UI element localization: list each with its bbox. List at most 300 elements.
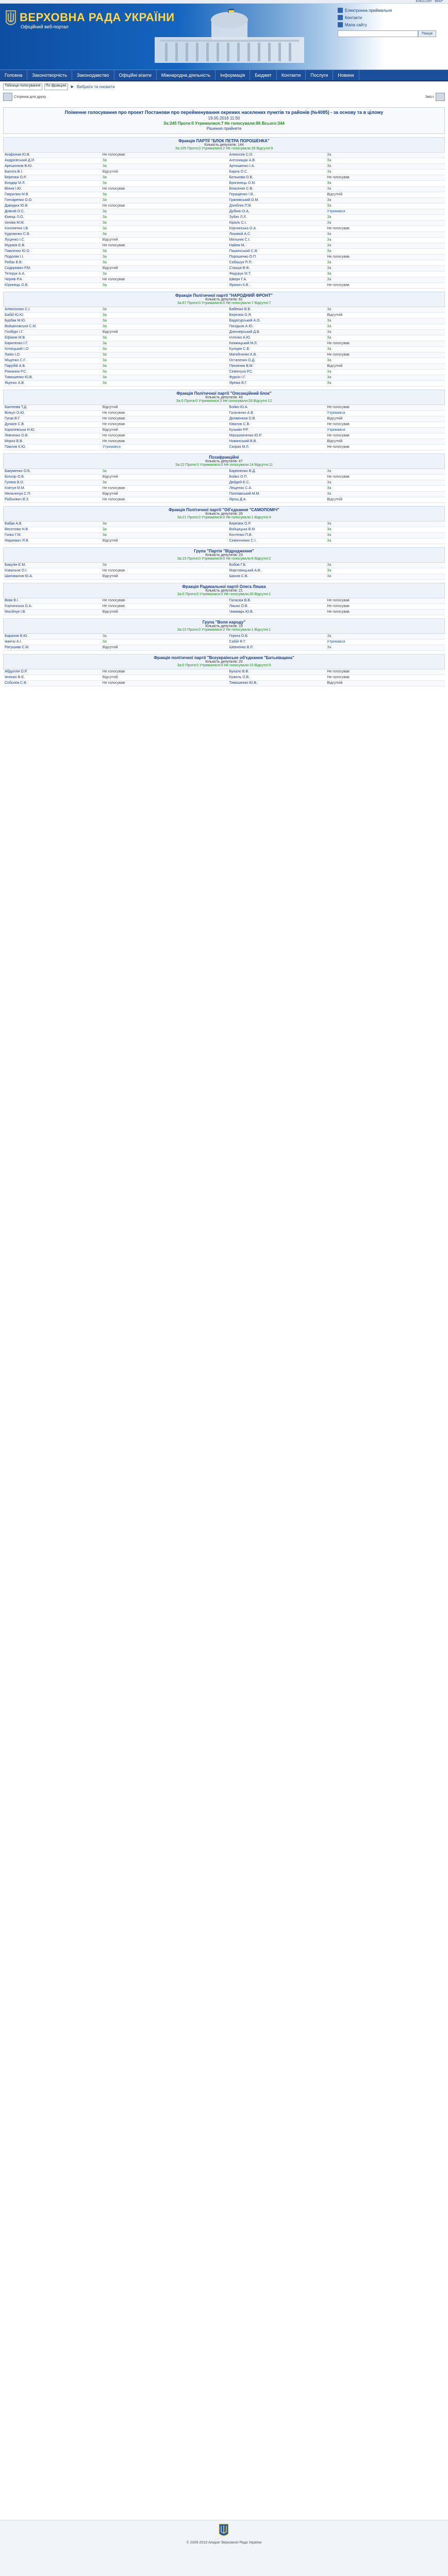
deputy-name[interactable]: Кужель О.В. [228, 675, 326, 681]
deputy-name[interactable]: Іванчо А.І. [3, 639, 101, 645]
column-spacer [220, 527, 227, 533]
deputy-vote: За [101, 158, 221, 164]
table-row [3, 486, 445, 492]
deputy-name[interactable]: Найєм М. [228, 243, 326, 249]
deputy-vote: Не голосував [101, 422, 221, 428]
deputy-name[interactable]: Бойко О.П. [228, 475, 326, 480]
column-spacer [220, 249, 227, 255]
deputy-vote: За [101, 563, 221, 568]
deputy-name[interactable]: Луценко І.С. [3, 238, 101, 243]
deputy-name[interactable]: Ратушняк С.М. [3, 645, 101, 651]
deputy-vote: За [325, 266, 445, 272]
deputy-name[interactable]: Бакуменко О.Б. [3, 469, 101, 475]
deputy-name[interactable]: Матейченко К.В. [228, 352, 326, 358]
deputy-name[interactable]: Гусак В.Г. [3, 416, 101, 422]
deputy-name[interactable]: Тимошенко Ю.В. [228, 681, 326, 686]
deputy-name[interactable]: Дейдей Є.С. [228, 480, 326, 486]
deputy-name[interactable]: Куніцин С.В. [228, 347, 326, 352]
deputy-vote: За [101, 341, 221, 347]
nav-item-budget[interactable]: Бюджет [250, 70, 277, 80]
factions-list [0, 137, 448, 686]
deputy-vote: Не голосував [101, 416, 221, 422]
column-spacer [220, 153, 227, 158]
faction-stats: За:15 Проти:0 Утрималися:0 Не голосували:6 Відсутні:2 [177, 557, 271, 561]
deputy-name[interactable]: Ківалов С.В. [228, 422, 326, 428]
deputy-vote: За [325, 480, 445, 486]
deputy-name[interactable]: Дзюблик П.В. [228, 204, 326, 209]
faction-name: Група "Партія "Відродження" [194, 549, 254, 553]
deputy-name[interactable]: Шаповалов Ю.А. [3, 574, 101, 580]
deputy-name[interactable]: Поплавський М.М. [228, 492, 326, 497]
deputy-name[interactable]: Кириленко І.Г. [3, 341, 101, 347]
table-row [3, 341, 445, 347]
deputy-vote: Відсутній [101, 538, 221, 544]
column-spacer [220, 492, 227, 497]
deputy-vote: За [101, 249, 221, 255]
deputy-name[interactable]: Тимошенко Ю.В. [3, 375, 101, 381]
deputy-name[interactable]: Рабінович В.З. [3, 497, 101, 503]
table-row [3, 416, 445, 422]
deputy-name[interactable]: Артюшенко І.А. [228, 164, 326, 170]
header [0, 4, 448, 70]
deputy-name[interactable]: Лапін І.О. [3, 352, 101, 358]
site-title[interactable]: ВЕРХОВНА РАДА УКРАЇНИ [20, 11, 175, 24]
deputy-name[interactable]: Бабак А.В. [3, 521, 101, 527]
deputy-name[interactable]: Фурсін І.Г. [228, 375, 326, 381]
table-row [3, 669, 445, 675]
deputy-name[interactable]: Семенуха Р.С. [228, 369, 326, 375]
table-row [3, 369, 445, 375]
deputy-name[interactable]: Долженков О.В. [228, 416, 326, 422]
column-spacer [220, 330, 227, 335]
deputy-vote: Не голосував [325, 610, 445, 615]
deputy-name[interactable]: Балога В.І. [3, 170, 101, 175]
nav-item-services[interactable]: Послуги [306, 70, 333, 80]
deputy-name[interactable]: Абдуллін О.Р. [3, 669, 101, 675]
deputy-name[interactable]: Дубінін О.А. [228, 209, 326, 215]
reception-link-label: Електронна приймальня [345, 8, 392, 13]
deputy-name[interactable]: Мартовицький А.В. [228, 568, 326, 574]
deputy-name[interactable]: Корчинська О.А. [228, 226, 326, 232]
deputy-vote: За [101, 533, 221, 538]
deputy-vote: Не голосував [101, 277, 221, 283]
deputy-name[interactable]: Сташук В.Ф. [228, 266, 326, 272]
deputy-vote: За [101, 521, 221, 527]
deputy-name[interactable]: Чижмарь Ю.В. [228, 610, 326, 615]
deputy-name[interactable]: Барвіненко В.Д. [228, 469, 326, 475]
deputy-name[interactable]: Геращенко І.В. [228, 192, 326, 198]
deputy-vote: Відсутній [325, 192, 445, 198]
faction-header [3, 292, 445, 307]
deputy-name[interactable]: Кузьмін Р.Р. [228, 428, 326, 433]
deputy-name[interactable]: Єфімов М.В. [3, 335, 101, 341]
deputy-name[interactable]: Лещенко С.А. [228, 486, 326, 492]
deputy-name[interactable]: Бабій Ю.Ю. [3, 313, 101, 318]
faction-stats: За:67 Проти:0 Утрималися:0 Не голосували:7 Відсутні:7 [177, 301, 271, 305]
table-row [3, 277, 445, 283]
deputy-name[interactable]: Гуляєв В.О. [3, 480, 101, 486]
faction-name: Фракція Політичної партії "Опозиційний блок" [176, 391, 272, 396]
deputy-vote: Не голосував [101, 433, 221, 439]
column-spacer [220, 347, 227, 352]
nav-item-news[interactable]: Новини [333, 70, 359, 80]
grouping-select[interactable]: По фракціях [44, 83, 68, 90]
nav-item-international[interactable]: Міжнародна діяльність [157, 70, 215, 80]
deputy-vote: За [325, 469, 445, 475]
reception-link[interactable] [338, 7, 443, 14]
table-row [3, 283, 445, 289]
vote-date: 19.05.2016 11:50 [208, 116, 240, 121]
column-spacer [220, 324, 227, 330]
deputy-name[interactable]: Сидорович Р.М. [3, 266, 101, 272]
deputy-name[interactable]: Герега О.В. [228, 634, 326, 639]
deputy-name[interactable]: Гінзбург І.Г. [3, 330, 101, 335]
envelope-icon [338, 8, 343, 13]
deputy-vote: За [101, 260, 221, 266]
deputy-name[interactable]: Лозовой А.С. [228, 232, 326, 238]
deputy-name[interactable]: Гальченко А.В. [228, 411, 326, 416]
deputy-name[interactable]: Яринич К.В. [228, 283, 326, 289]
faction-header [3, 618, 445, 634]
faction-count: Кількість депутатів: 81 [205, 298, 243, 301]
deputy-vote: Відсутній [325, 681, 445, 686]
deputy-vote: За [101, 255, 221, 260]
deputy-name[interactable]: Тетерук А.А. [3, 272, 101, 277]
deputy-name[interactable]: Барна О.С. [228, 170, 326, 175]
deputy-name[interactable]: Гаврилюк М.В. [3, 192, 101, 198]
deputy-vote: За [101, 283, 221, 289]
deputy-name[interactable]: Бригинець О.М. [228, 181, 326, 187]
column-spacer [220, 352, 227, 358]
table-row [3, 266, 445, 272]
table-row [3, 181, 445, 187]
deputy-name[interactable]: Сабашук П.П. [228, 260, 326, 266]
faction-stats: За:21 Проти:0 Утрималися:0 Не голосували:1 Відсутні:4 [177, 516, 271, 519]
deputy-vote: Не голосував [325, 175, 445, 181]
site-subtitle: Офіційний веб-портал [21, 24, 69, 29]
faction-header [3, 547, 445, 563]
deputy-name[interactable]: Павленко Ю.О. [3, 249, 101, 255]
deputy-name[interactable]: Вілкул О.Ю. [3, 411, 101, 416]
vote-title-box [3, 107, 445, 134]
deputy-name[interactable]: Білозір О.В. [3, 475, 101, 480]
deputy-name[interactable]: Дзензерський Д.В. [228, 330, 326, 335]
faction-count: Кількість депутатів: 43 [205, 396, 243, 399]
deputy-name[interactable]: Гвоздьов А.Ю. [228, 324, 326, 330]
deputy-vote: За [101, 480, 221, 486]
column-spacer [220, 215, 227, 221]
deputy-name[interactable]: Міщенко С.Г. [3, 358, 101, 364]
table-row [3, 639, 445, 645]
deputy-name[interactable]: Пашинський С.В. [228, 249, 326, 255]
deputy-name[interactable]: Скорик М.Л. [228, 445, 326, 450]
faction-count: Кількість депутатів: 21 [205, 589, 243, 593]
deputy-name[interactable]: Березюк О.Р. [228, 521, 326, 527]
deputy-name[interactable]: Іллєнко А.Ю. [228, 335, 326, 341]
deputy-name[interactable]: Маркевич Я.В. [3, 538, 101, 544]
deputy-vote: За [325, 153, 445, 158]
deputy-name[interactable]: Павлов К.Ю. [3, 445, 101, 450]
table-row [3, 405, 445, 411]
deputy-name[interactable]: Бабенко В.В. [228, 307, 326, 313]
deputy-name[interactable]: Пинзеник В.М. [228, 364, 326, 369]
deputy-name[interactable]: Новинський В.В. [228, 439, 326, 445]
deputy-name[interactable]: Романюк Р.С. [3, 369, 101, 375]
deputy-name[interactable]: Віннік І.Ю. [3, 187, 101, 192]
top-links[interactable]: ENGLISH · WAP [416, 0, 443, 3]
deputy-vote: За [325, 324, 445, 330]
deputy-vote: Не голосував [101, 204, 221, 209]
table-row [3, 187, 445, 192]
deputy-vote: За [101, 634, 221, 639]
contents-link[interactable] [425, 93, 445, 101]
deputy-name[interactable]: Левченко О.В. [3, 433, 101, 439]
deputy-vote: Не голосував [101, 604, 221, 610]
deputy-vote: За [101, 639, 221, 645]
deputy-vote: За [101, 358, 221, 364]
deputy-name[interactable]: Мураєв Є.В. [3, 243, 101, 249]
deputy-name[interactable]: Алексєєнко С.І. [3, 307, 101, 313]
deputy-name[interactable]: Ляшко О.В. [228, 604, 326, 610]
deputy-vote: За [325, 181, 445, 187]
deputy-name[interactable]: Бєлькова О.В. [228, 175, 326, 181]
deputy-name[interactable]: Антонищак А.В. [228, 158, 326, 164]
deputy-name[interactable]: Войцицька В.М. [228, 527, 326, 533]
deputy-name[interactable]: Гопко Г.М. [3, 533, 101, 538]
nav-item-lawmaking[interactable]: Законотворчість [27, 70, 72, 80]
vote-table [3, 598, 445, 615]
deputy-name[interactable]: Березюк О.Я. [228, 313, 326, 318]
table-row [3, 198, 445, 204]
deputy-vote: За [101, 307, 221, 313]
deputy-name[interactable]: Кононенко І.В. [3, 226, 101, 232]
faction-header [3, 583, 445, 598]
deputy-name[interactable]: Ємець Л.О. [3, 215, 101, 221]
deputy-name[interactable]: Юринець О.В. [3, 283, 101, 289]
nav-item-information[interactable]: Інформація [215, 70, 250, 80]
deputy-name[interactable]: Давидюк Ю.В. [3, 204, 101, 209]
deputy-vote: За [325, 187, 445, 192]
deputy-name[interactable]: Рибак В.В. [3, 260, 101, 266]
deputy-vote: Не голосував [101, 681, 221, 686]
table-row [3, 645, 445, 651]
column-spacer [220, 439, 227, 445]
column-spacer [220, 411, 227, 416]
column-spacer [220, 645, 227, 651]
deputy-name[interactable]: Королевська Н.Ю. [3, 428, 101, 433]
deputy-name[interactable]: Мельничук С.П. [3, 492, 101, 497]
deputy-vote: Відсутній [325, 439, 445, 445]
contents-label: Зміст [425, 95, 434, 99]
deputy-name[interactable]: Корчинська О.А. [3, 604, 101, 610]
deputy-name[interactable]: Агафонов Ю.В. [3, 153, 101, 158]
apply-button[interactable]: Вибрати та оновити [76, 84, 115, 89]
deputy-vote: Відсутній [101, 574, 221, 580]
deputy-name[interactable]: Бахтеєва Т.Д. [3, 405, 101, 411]
deputy-vote: Відсутній [101, 330, 221, 335]
faction-header [3, 654, 445, 669]
column-spacer [220, 634, 227, 639]
deputy-name[interactable]: Соболєв С.В. [3, 681, 101, 686]
deputy-vote: Відсутній [325, 313, 445, 318]
table-row [3, 226, 445, 232]
deputy-name[interactable]: Шевченко В.Л. [228, 645, 326, 651]
deputy-name[interactable]: Сабій Ф.Г. [228, 639, 326, 645]
deputy-name[interactable]: Ярош Д.А. [228, 497, 326, 503]
deputy-name[interactable]: Андрієвський Д.Й. [3, 158, 101, 164]
column-spacer [220, 170, 227, 175]
deputy-name[interactable]: Чернів Р.А. [3, 277, 101, 283]
deputy-name[interactable]: Ярема В.Г. [228, 381, 326, 386]
deputy-vote: За [101, 381, 221, 386]
deputy-name[interactable]: Довгий О.С. [3, 209, 101, 215]
deputy-name[interactable]: Бобов Г.Б. [228, 563, 326, 568]
deputy-name[interactable]: Яценко А.В. [3, 381, 101, 386]
vote-table [3, 307, 445, 386]
table-row [3, 422, 445, 428]
search-input[interactable] [338, 30, 418, 37]
deputy-vote: За [325, 260, 445, 266]
deputy-name[interactable]: Мосійчук І.В. [3, 610, 101, 615]
deputy-name[interactable]: Шверк Г.А. [228, 277, 326, 283]
deputy-name[interactable]: Костенко П.В. [228, 533, 326, 538]
printer-icon [3, 93, 12, 101]
vote-table [3, 634, 445, 651]
nav-item-visits[interactable]: Офіційні візити [114, 70, 157, 80]
deputy-vote: Не голосував [101, 243, 221, 249]
deputy-vote: Відсутній [101, 238, 221, 243]
faction-section [3, 654, 445, 686]
table-row [3, 204, 445, 209]
parliament-building-image [150, 9, 309, 65]
deputy-name[interactable]: Березюк О.Р. [3, 175, 101, 181]
column-spacer [220, 533, 227, 538]
deputy-vote: Відсутній [101, 428, 221, 433]
view-type-select[interactable]: Таблиця голосування [3, 83, 42, 90]
deputy-name[interactable]: Бакулін Є.М. [3, 563, 101, 568]
deputy-vote: За [325, 375, 445, 381]
sitemap-link[interactable] [338, 21, 443, 28]
table-row [3, 568, 445, 574]
deputy-vote: За [101, 198, 221, 204]
vote-table [3, 469, 445, 503]
deputy-name[interactable]: Парубій А.В. [3, 364, 101, 369]
deputy-name[interactable]: Остапенко О.Д. [228, 358, 326, 364]
vote-table [3, 521, 445, 544]
deputy-name[interactable]: Котвіцький І.О. [3, 347, 101, 352]
column-spacer [220, 307, 227, 313]
footer [0, 2520, 448, 2576]
column-spacer [220, 422, 227, 428]
deputy-vote: За [101, 352, 221, 358]
deputy-name[interactable]: Федорук М.Т. [228, 272, 326, 277]
table-row [3, 497, 445, 503]
column-spacer [220, 341, 227, 347]
document-icon [436, 93, 445, 101]
nav-item-contacts[interactable]: Контакти [277, 70, 306, 80]
deputy-name[interactable]: Кудлаєнко С.В. [3, 232, 101, 238]
deputy-name[interactable]: Галасюк В.В. [228, 598, 326, 604]
column-spacer [220, 198, 227, 204]
deputy-vote: За [325, 492, 445, 497]
deputy-name[interactable]: Мороз В.В. [3, 439, 101, 445]
contacts-link[interactable] [338, 14, 443, 21]
deputy-name[interactable]: Бухало В.В. [228, 669, 326, 675]
faction-section [3, 583, 445, 615]
deputy-name[interactable]: Баранов В.Ю. [3, 634, 101, 639]
deputy-name[interactable]: Мірошниченко Ю.Р. [228, 433, 326, 439]
deputy-name[interactable]: Вадатурський А.О. [228, 318, 326, 324]
deputy-name[interactable]: Ковальов О.І. [3, 568, 101, 574]
deputy-name[interactable]: Бурбак М.Ю. [3, 318, 101, 324]
deputy-name[interactable]: Кіраль С.І. [228, 221, 326, 226]
deputy-name[interactable]: Вовк В.І. [3, 598, 101, 604]
deputy-vote: Не голосував [325, 341, 445, 347]
deputy-name[interactable]: Ковтун М.М. [3, 486, 101, 492]
deputy-name[interactable]: Бондар М.Л. [3, 181, 101, 187]
deputy-name[interactable]: Алексєєв С.О. [228, 153, 326, 158]
nav-item-home[interactable]: Головна [0, 70, 27, 80]
table-row [3, 428, 445, 433]
deputy-name[interactable]: Іонова М.М. [3, 221, 101, 226]
table-row [3, 255, 445, 260]
column-spacer [220, 568, 227, 574]
deputy-vote: Не голосував [325, 255, 445, 260]
vote-summary: За:245 Проти:0 Утрималися:7 Не голосували:86 Всього:344 [163, 121, 285, 126]
deputy-name[interactable]: Подоляк І.І. [3, 255, 101, 260]
deputy-name[interactable]: Веселова Н.В. [3, 527, 101, 533]
deputy-name[interactable]: Грановський О.М. [228, 198, 326, 204]
deputy-name[interactable]: Власенко С.В. [228, 187, 326, 192]
deputy-vote: За [101, 164, 221, 170]
deputy-vote: За [325, 574, 445, 580]
deputy-name[interactable]: Войцеховська С.М. [3, 324, 101, 330]
deputy-name[interactable]: Зубач Л.Л. [228, 215, 326, 221]
deputy-name[interactable]: Івченко В.Є. [3, 675, 101, 681]
column-spacer [220, 469, 227, 475]
deputy-vote: За [325, 238, 445, 243]
deputy-name[interactable]: Шахов С.В. [228, 574, 326, 580]
deputy-vote: За [101, 347, 221, 352]
deputy-name[interactable]: Порошенко О.П. [228, 255, 326, 260]
footer-copyright: © 2006-2016 Апарат Верховної Ради України [186, 2541, 262, 2545]
deputy-name[interactable]: Княжицький М.Л. [228, 341, 326, 347]
table-row [3, 480, 445, 486]
deputy-vote: Не голосував [325, 422, 445, 428]
table-row [3, 675, 445, 681]
print-version-link[interactable] [3, 93, 46, 101]
search-button[interactable]: Пошук [418, 30, 436, 37]
nav-item-legislation[interactable]: Законодавство [72, 70, 114, 80]
deputy-name[interactable]: Арешонков В.Ю. [3, 164, 101, 170]
faction-count: Кількість депутатів: 26 [205, 512, 243, 516]
deputy-vote: За [325, 307, 445, 313]
column-spacer [220, 260, 227, 266]
faction-name: Фракція політичної партії "Всеукраїнське об'єднання "Батьківщина" [154, 655, 294, 660]
header-right-panel [338, 7, 443, 37]
deputy-vote: Не голосував [325, 475, 445, 480]
deputy-name[interactable]: Бойко Ю.А. [228, 405, 326, 411]
deputy-vote: За [325, 563, 445, 568]
deputy-name[interactable]: Мельник С.І. [228, 238, 326, 243]
deputy-name[interactable]: Семенченко С.І. [228, 538, 326, 544]
table-row [3, 330, 445, 335]
faction-section [3, 506, 445, 544]
column-spacer [220, 381, 227, 386]
deputy-name[interactable]: Гончаренко О.О. [3, 198, 101, 204]
deputy-name[interactable]: Дунаєв С.В. [3, 422, 101, 428]
table-row [3, 521, 445, 527]
